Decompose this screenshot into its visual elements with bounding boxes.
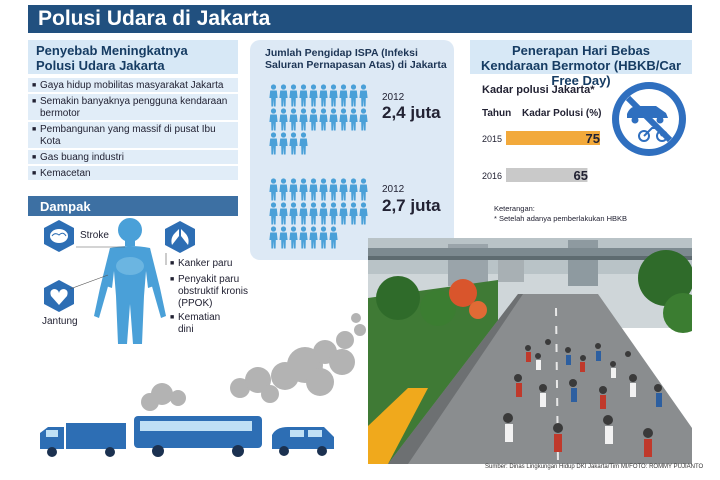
cause-item: ■ Semakin banyaknya pengguna kendaraan bermotor <box>28 94 238 120</box>
people-row <box>269 178 368 201</box>
no-car-icon <box>610 80 688 158</box>
person-icon <box>279 84 288 107</box>
person-icon <box>319 84 328 107</box>
people-row <box>269 84 368 107</box>
person-icon <box>279 132 288 155</box>
person-icon <box>289 202 298 225</box>
source-credit: Sumber: Dinas Lingkungan Hidup DKI Jakarta/Tim MI/FOTO: ROMMY PUJIANTO <box>485 464 704 470</box>
col-value-header: Kadar Polusi (%) <box>522 108 602 119</box>
person-icon <box>309 226 318 249</box>
person-icon <box>309 202 318 225</box>
person-icon <box>329 108 338 131</box>
title-bar <box>28 5 692 33</box>
bar-category-label: 2015 <box>482 134 503 144</box>
person-icon <box>279 178 288 201</box>
ispa-year: 2012 <box>382 92 405 103</box>
person-icon <box>309 108 318 131</box>
person-icon <box>309 178 318 201</box>
people-row <box>269 132 308 155</box>
ispa-heading: Jumlah Pengidap ISPA (Infeksi Saluran Pernapasan Atas) di Jakarta <box>265 47 447 71</box>
person-icon <box>339 178 348 201</box>
person-icon <box>349 178 358 201</box>
person-icon <box>359 202 368 225</box>
person-icon <box>319 226 328 249</box>
person-icon <box>359 108 368 131</box>
bar-value-label: 75 <box>585 131 600 146</box>
hbkb-heading-text: Penerapan Hari Bebas Kendaraan Bermotor (HBKB/Car Free Day) <box>480 43 682 88</box>
people-row <box>269 202 368 225</box>
person-icon <box>269 132 278 155</box>
person-icon <box>299 202 308 225</box>
person-icon <box>299 178 308 201</box>
bus-icon <box>132 414 264 458</box>
person-icon <box>269 226 278 249</box>
van-icon <box>270 425 336 457</box>
person-icon <box>269 178 278 201</box>
person-icon <box>269 202 278 225</box>
person-icon <box>339 84 348 107</box>
person-icon <box>359 84 368 107</box>
impact-item: ■ Penyakit paru obstruktif kronis (PPOK) <box>170 274 260 310</box>
note-title: Keterangan: <box>494 204 535 213</box>
person-icon <box>299 132 308 155</box>
person-icon <box>319 108 328 131</box>
cause-item: ■ Gaya hidup mobilitas masyarakat Jakarta <box>28 78 238 92</box>
person-icon <box>269 108 278 131</box>
person-icon <box>289 108 298 131</box>
person-icon <box>279 226 288 249</box>
person-icon <box>299 108 308 131</box>
hbkb-subheading: Kadar polusi Jakarta* <box>482 84 595 96</box>
people-row <box>269 108 368 131</box>
person-icon <box>359 178 368 201</box>
cause-item: ■ Pembangunan yang massif di pusat Ibu Kota <box>28 122 238 148</box>
person-icon <box>349 84 358 107</box>
person-icon <box>289 132 298 155</box>
impact-item: ■ Kematian dini <box>170 312 230 336</box>
person-icon <box>279 108 288 131</box>
page-title: Polusi Udara di Jakarta <box>38 7 271 30</box>
person-icon <box>349 108 358 131</box>
person-icon <box>329 178 338 201</box>
person-icon <box>349 202 358 225</box>
causes-heading-text: Penyebab Meningkatnya Polusi Udara Jakarta <box>36 43 188 73</box>
causes-heading <box>28 40 238 74</box>
person-icon <box>269 84 278 107</box>
impact-heading <box>28 196 238 216</box>
ispa-count: 2,4 juta <box>382 103 441 122</box>
stroke-label: Stroke <box>80 230 109 241</box>
ispa-year: 2012 <box>382 184 405 195</box>
people-row <box>269 226 338 249</box>
col-year-header: Tahun <box>482 108 512 119</box>
connector-lines <box>70 235 180 295</box>
person-icon <box>329 226 338 249</box>
impact-item: ■ Kanker paru <box>170 258 240 270</box>
person-icon <box>289 226 298 249</box>
cause-item: ■ Kemacetan <box>28 166 238 180</box>
bar-category-label: 2016 <box>482 171 503 181</box>
impact-heading-text: Dampak <box>40 199 91 214</box>
person-icon <box>339 202 348 225</box>
cause-item: ■ Gas buang industri <box>28 150 238 164</box>
person-icon <box>319 202 328 225</box>
note-text: * Setelah adanya pemberlakukan HBKB <box>494 214 628 223</box>
person-icon <box>279 202 288 225</box>
person-icon <box>319 178 328 201</box>
hbkb-heading <box>470 40 692 88</box>
bar-value-label: 65 <box>573 168 588 183</box>
person-icon <box>299 226 308 249</box>
person-icon <box>289 178 298 201</box>
smoke-clouds <box>120 310 380 420</box>
person-icon <box>289 84 298 107</box>
truck-icon <box>38 421 128 459</box>
ispa-count: 2,7 juta <box>382 196 441 215</box>
heart-label: Jantung <box>42 316 78 327</box>
person-icon <box>339 108 348 131</box>
person-icon <box>309 84 318 107</box>
person-icon <box>299 84 308 107</box>
person-icon <box>329 84 338 107</box>
car-free-day-photo <box>368 238 692 464</box>
person-icon <box>329 202 338 225</box>
